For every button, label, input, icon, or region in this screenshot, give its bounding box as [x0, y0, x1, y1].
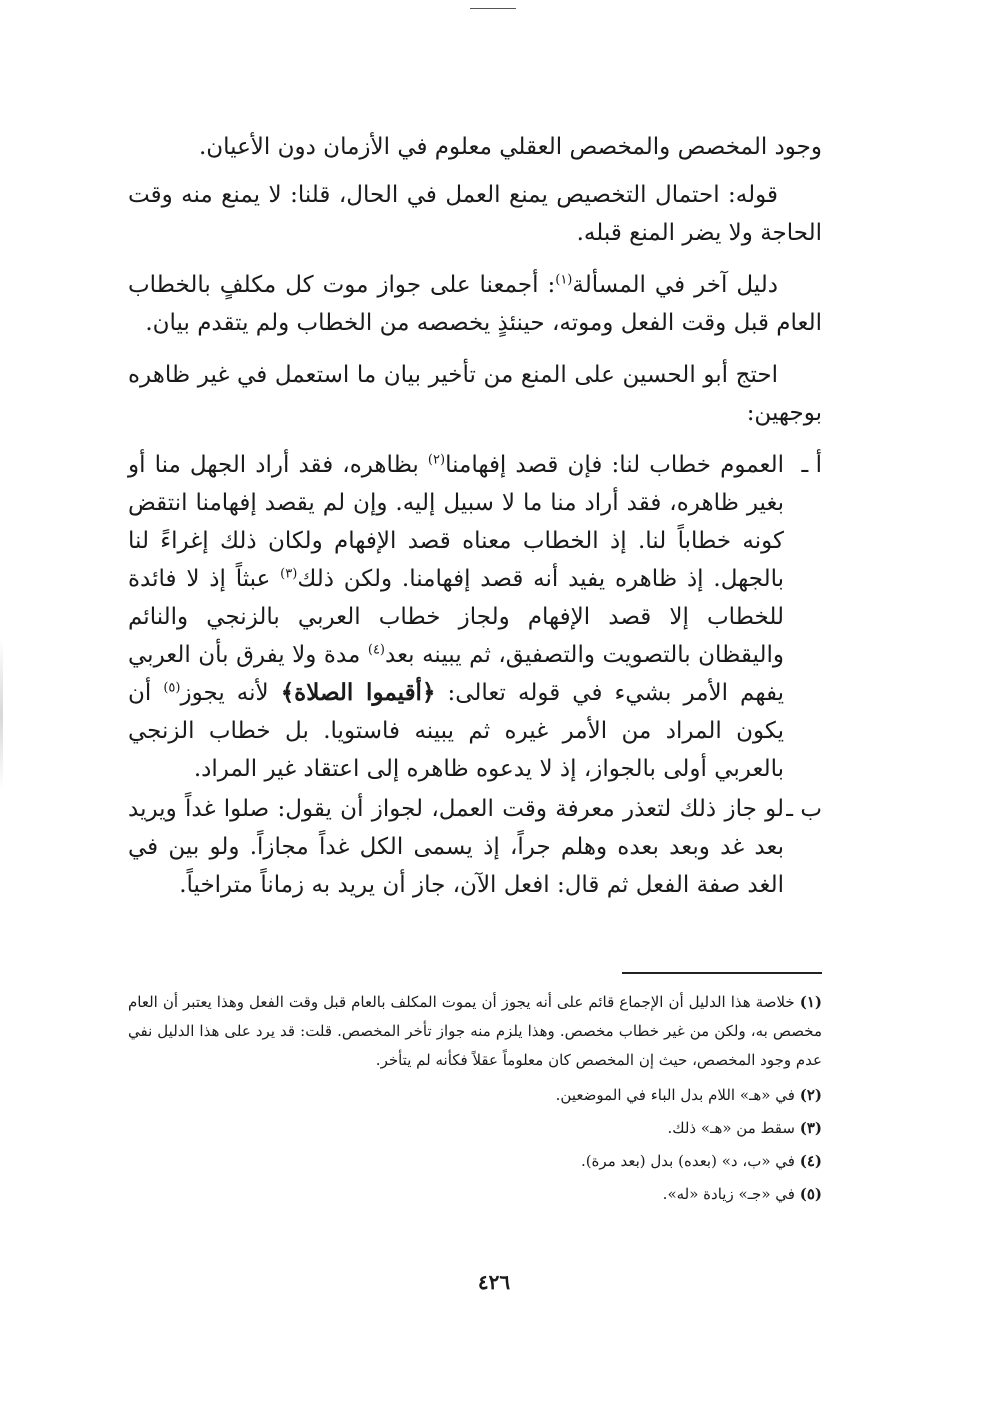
- footnote-ref[interactable]: (٤): [367, 642, 385, 658]
- footnote-ref[interactable]: (٢): [427, 452, 446, 468]
- paragraph-text: احتج أبو الحسين على المنع من تأخير بيان ما استعمل في غير ظاهره بوجهين:: [128, 362, 822, 426]
- list-text: لأنه يجوز: [180, 680, 281, 706]
- quran-quote: ﴿أقيموا الصلاة﴾: [280, 679, 436, 706]
- list-text: بظاهره، فقد أراد الجهل منا أو بغير ظاهره، فقد أراد منا ما لا سبيل إليه. وإن لم يقصد إفهامنا انتقض كونه خطاباً لنا. إذ الخطاب معناه قصد الإفهام ولكان ذلك إغراءً لنا بالجهل. إذ ظاهره يفيد أنه قصد إفهامنا. ولكن ذلك: [128, 452, 784, 592]
- paragraph: [128, 266, 822, 342]
- list-item-b: [128, 790, 822, 904]
- footnote-text: في «جـ» زيادة «له».: [662, 1185, 795, 1203]
- footnotes: [128, 988, 822, 1213]
- paragraph-text: دليل آخر في المسألة: [572, 272, 778, 298]
- footnote: [128, 988, 822, 1075]
- list-text: لو جاز ذلك لتعذر معرفة وقت العمل، لجواز أن يقول: صلوا غداً ويريد بعد غد وبعد بعده وهلم جراً، إذ يسمى الكل غداً مجازاً. ولو بين في الغد صفة الفعل ثم قال: افعل الآن، جاز أن يريد به زماناً متراخياً.: [128, 796, 784, 898]
- paragraph-text: قوله: احتمال التخصيص يمنع العمل في الحال، قلنا: لا يمنع منه وقت الحاجة ولا يضر المنع قبله.: [128, 182, 822, 246]
- body-text: [128, 128, 822, 904]
- footnote-number: (٥): [799, 1185, 822, 1203]
- top-rule: [470, 8, 516, 9]
- footnote: [128, 1081, 822, 1110]
- footnote-number: (٢): [799, 1086, 822, 1104]
- footnote-number: (١): [799, 993, 822, 1011]
- scan-edge-shadow: [0, 640, 3, 790]
- list-item-a: [128, 446, 822, 788]
- footnote-number: (٣): [799, 1119, 822, 1137]
- footnote-ref[interactable]: (١): [555, 272, 573, 288]
- paragraph: [128, 356, 822, 432]
- page-number: ٤٢٦: [477, 1270, 511, 1294]
- list-text: أن يكون المراد من الأمر غيره ثم يبينه فاستويا. بل خطاب الزنجي بالعربي أولى بالجواز، إذ لا يدعوه ظاهره إلى اعتقاد غير المراد.: [128, 680, 784, 782]
- footnote-text: في «ب، د» (بعده) بدل (بعد مرة).: [580, 1152, 795, 1170]
- footnote: [128, 1180, 822, 1209]
- list-text: مدة ولا يفرق بأن العربي يفهم الأمر بشيء في قوله تعالى:: [128, 642, 784, 706]
- footnote-ref[interactable]: (٣): [280, 566, 298, 582]
- paragraph-text: : أجمعنا على جواز موت كل مكلفٍ بالخطاب العام قبل وقت الفعل وموته، حينئذٍ يخصصه من الخطاب ولم يتقدم بيان.: [128, 272, 822, 336]
- footnote-ref[interactable]: (٥): [163, 680, 181, 696]
- list-text: العموم خطاب لنا: فإن قصد إفهامنا: [445, 452, 784, 478]
- list-marker: أ ـ: [801, 452, 822, 478]
- paragraph: وجود المخصص والمخصص العقلي معلوم في الأزمان دون الأعيان.: [198, 134, 822, 160]
- paragraph: [128, 176, 822, 252]
- footnote: [128, 1147, 822, 1176]
- footnote-number: (٤): [799, 1152, 822, 1170]
- footnote-text: سقط من «هـ» ذلك.: [667, 1119, 795, 1137]
- list-marker: ب ـ: [786, 796, 822, 822]
- footnote-text: خلاصة هذا الدليل أن الإجماع قائم على أنه يجوز أن يموت المكلف بالعام قبل وقت الفعل وهذا يعتبر أن العام مخصص به، ولكن من غير خطاب مخصص. وهذا يلزم منه جواز تأخر المخصص. قلت: قد يرد على هذا الدليل نفي عدم وجود المخصص، حيث إن المخصص كان معلوماً عقلاً فكأنه لم يتأخر.: [128, 993, 822, 1069]
- list-text: عبثاً إذ لا فائدة للخطاب إلا قصد الإفهام ولجاز خطاب العربي بالزنجي والنائم واليقظان بالتصويت والتصفيق، ثم يبينه بعد: [128, 566, 784, 668]
- footnote-text: في «هـ» اللام بدل الباء في الموضعين.: [555, 1086, 795, 1104]
- footnote: [128, 1114, 822, 1143]
- footnote-separator: [622, 972, 822, 974]
